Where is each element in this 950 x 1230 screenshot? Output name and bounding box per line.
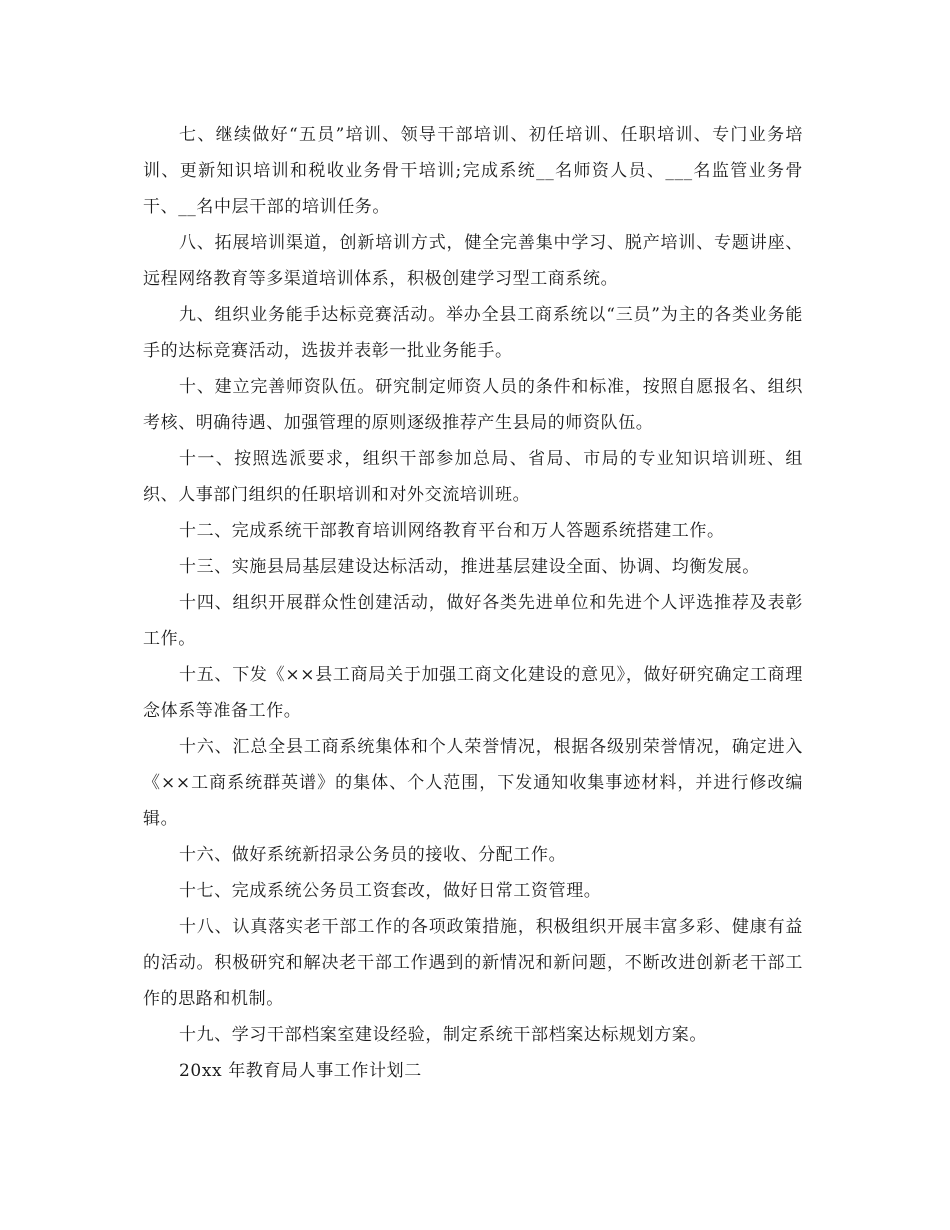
paragraph-10: 十、建立完善师资队伍。研究制定师资人员的条件和标准，按照自愿报名、组织考核、明确待遇、加强管理的原则逐级推荐产生县局的师资队伍。 (143, 377, 803, 433)
paragraph-8: 八、拓展培训渠道，创新培训方式，健全完善集中学习、脱产培训、专题讲座、远程网络教育等多渠道培训体系，积极创建学习型工商系统。 (143, 233, 803, 289)
document-body (143, 117, 803, 1089)
paragraph-14: 十四、组织开展群众性创建活动，做好各类先进单位和先进个人评选推荐及表彰工作。 (143, 593, 803, 649)
section-heading: 20xx 年教育局人事工作计划二 (179, 1061, 422, 1081)
paragraph-19: 十九、学习干部档案室建设经验，制定系统干部档案达标规划方案。 (179, 1025, 707, 1045)
paragraph-13: 十三、实施县局基层建设达标活动，推进基层建设全面、协调、均衡发展。 (179, 557, 760, 577)
paragraph-9: 九、组织业务能手达标竞赛活动。举办全县工商系统以“三员”为主的各类业务能手的达标竞赛活动，选拔并表彰一批业务能手。 (143, 305, 803, 361)
paragraph-15: 十五、下发《××县工商局关于加强工商文化建设的意见》，做好研究确定工商理念体系等准备工作。 (143, 665, 803, 721)
paragraph-16b: 十六、做好系统新招录公务员的接收、分配工作。 (179, 845, 567, 865)
paragraph-12: 十二、完成系统干部教育培训网络教育平台和万人答题系统搭建工作。 (179, 521, 725, 541)
paragraph-11: 十一、按照选派要求，组织干部参加总局、省局、市局的专业知识培训班、组织、人事部门组织的任职培训和对外交流培训班。 (143, 449, 803, 505)
paragraph-17: 十七、完成系统公务员工资套改，做好日常工资管理。 (179, 881, 602, 901)
paragraph-7: 七、继续做好“五员”培训、领导干部培训、初任培训、任职培训、专门业务培训、更新知识培训和税收业务骨干培训;完成系统__名师资人员、___名监管业务骨干、__名中层干部的培训任务。 (143, 125, 803, 217)
paragraph-16a: 十六、汇总全县工商系统集体和个人荣誉情况，根据各级别荣誉情况，确定进入《××工商系统群英谱》的集体、个人范围，下发通知收集事迹材料，并进行修改编辑。 (143, 737, 803, 829)
paragraph-18: 十八、认真落实老干部工作的各项政策措施，积极组织开展丰富多彩、健康有益的活动。积极研究和解决老干部工作遇到的新情况和新问题，不断改进创新老干部工作的思路和机制。 (143, 917, 803, 1009)
